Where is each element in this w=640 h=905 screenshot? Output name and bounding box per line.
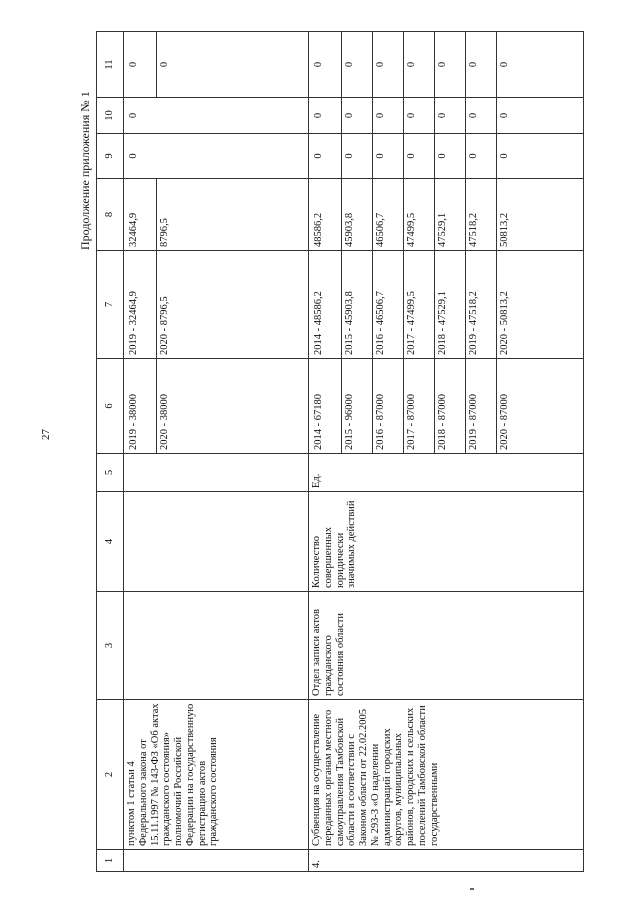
value-line: 2016 - 87000 [373,359,404,453]
value-line: 2019 - 47518,2 [466,251,497,358]
value-line: 0 [499,153,510,159]
col11-cell [124,32,309,98]
executor-cell: Отдел записи актов гражданского состояния области [309,592,584,700]
value-line: 0 [342,134,373,178]
years-values-cell [124,359,309,454]
value-line: 0 [126,32,157,97]
value-line: 2018 - 47529,1 [435,251,466,358]
appendix-table [96,31,584,872]
value-line: 48586,2 [311,179,342,250]
value-line: 2018 - 87000 [435,359,466,453]
value-line: 2014 - 67180 [311,359,342,453]
value-line: 45903,8 [342,179,373,250]
header-cell: 5 [97,454,124,492]
value-line: 0 [404,98,435,133]
value-line: 0 [435,98,466,133]
value-line: 0 [466,32,497,97]
row-number-cell: 4. [309,850,584,872]
executor-cell [124,592,309,700]
value-line: 47499,5 [404,179,435,250]
value-line: 0 [373,98,404,133]
value-line: 0 [311,134,342,178]
value-line: 2017 - 87000 [404,359,435,453]
col10-cell [124,98,309,134]
value-line: 0 [311,32,342,97]
federal-funding-cell [309,179,584,251]
federal-funding-cell [124,179,309,251]
col10-cell [309,98,584,134]
value-line: 0 [435,32,466,97]
value-line: 0 [342,32,373,97]
header-cell: 4 [97,492,124,592]
header-cell: 10 [97,98,124,134]
unit-cell [124,454,309,492]
page-number: 27 [40,429,52,440]
value-line: 0 [466,98,497,133]
header-cell: 8 [97,179,124,251]
header-cell: 6 [97,359,124,454]
table-header-row [97,32,124,872]
value-line: 2017 - 47499,5 [404,251,435,358]
value-line: 2019 - 32464,9 [126,251,157,358]
value-line: 0 [342,98,373,133]
col9-cell [309,134,584,179]
value-line: 0 [435,134,466,178]
row-number-cell [124,850,309,872]
header-cell: 7 [97,251,124,359]
table-row-continuation [124,32,309,872]
indicator-cell [124,492,309,592]
value-line: 47529,1 [435,179,466,250]
header-cell: 11 [97,32,124,98]
table-row-4 [309,32,584,872]
value-line: 2020 - 38000 [159,394,170,450]
header-cell: 3 [97,592,124,700]
value-line: 0 [466,134,497,178]
value-line: 2016 - 46506,7 [373,251,404,358]
scan-mark [470,888,474,890]
measure-name-cell: Субвенция на осуществление переданных органам местного самоуправления Тамбовской области в соответствии с Законом области от 22.02.2005 № 293-З «О наделении администраций городских округов, муниципальных районов, городских и сельских поселений Тамбовской области государственными [309,700,584,850]
value-line: 0 [404,32,435,97]
value-line: 0 [159,61,170,68]
value-line: 8796,5 [159,218,170,247]
value-line: 47518,2 [466,179,497,250]
value-line: 2019 - 38000 [126,359,157,453]
value-line: 50813,2 [499,212,510,247]
value-line: 2019 - 87000 [466,359,497,453]
header-cell: 2 [97,700,124,850]
indicator-cell: Количество совершенных юридически значимых действий [309,492,584,592]
value-line: 32464,9 [126,179,157,250]
appendix-title: Продолжение приложения № 1 [78,91,92,250]
header-cell: 9 [97,134,124,179]
value-line: 2015 - 96000 [342,359,373,453]
years-funding-cell [124,251,309,359]
value-line: 2020 - 87000 [499,394,510,450]
value-line: 0 [404,134,435,178]
unit-cell: Ед. [309,454,584,492]
value-line: 0 [128,153,139,159]
value-line: 0 [373,32,404,97]
value-line: 2015 - 45903,8 [342,251,373,358]
value-line: 2020 - 8796,5 [159,296,170,355]
years-values-cell [309,359,584,454]
value-line: 0 [128,112,139,119]
value-line: 0 [499,112,510,119]
measure-name-cell: пунктом 1 статьи 4 Федерального закона от 15.11.1997 № 143-ФЗ «Об актах гражданского состояния» полномочий Российской Федерации на государственную регистрацию актов гражданского состояния [124,700,309,850]
value-line: 2014 - 48586,2 [311,251,342,358]
value-line: 0 [311,98,342,133]
col11-cell [309,32,584,98]
col9-cell [124,134,309,179]
value-line: 0 [373,134,404,178]
value-line: 46506,7 [373,179,404,250]
header-cell: 1 [97,850,124,872]
value-line: 2020 - 50813,2 [499,291,510,355]
years-funding-cell [309,251,584,359]
rotated-table-wrapper [96,32,612,872]
value-line: 0 [499,61,510,68]
